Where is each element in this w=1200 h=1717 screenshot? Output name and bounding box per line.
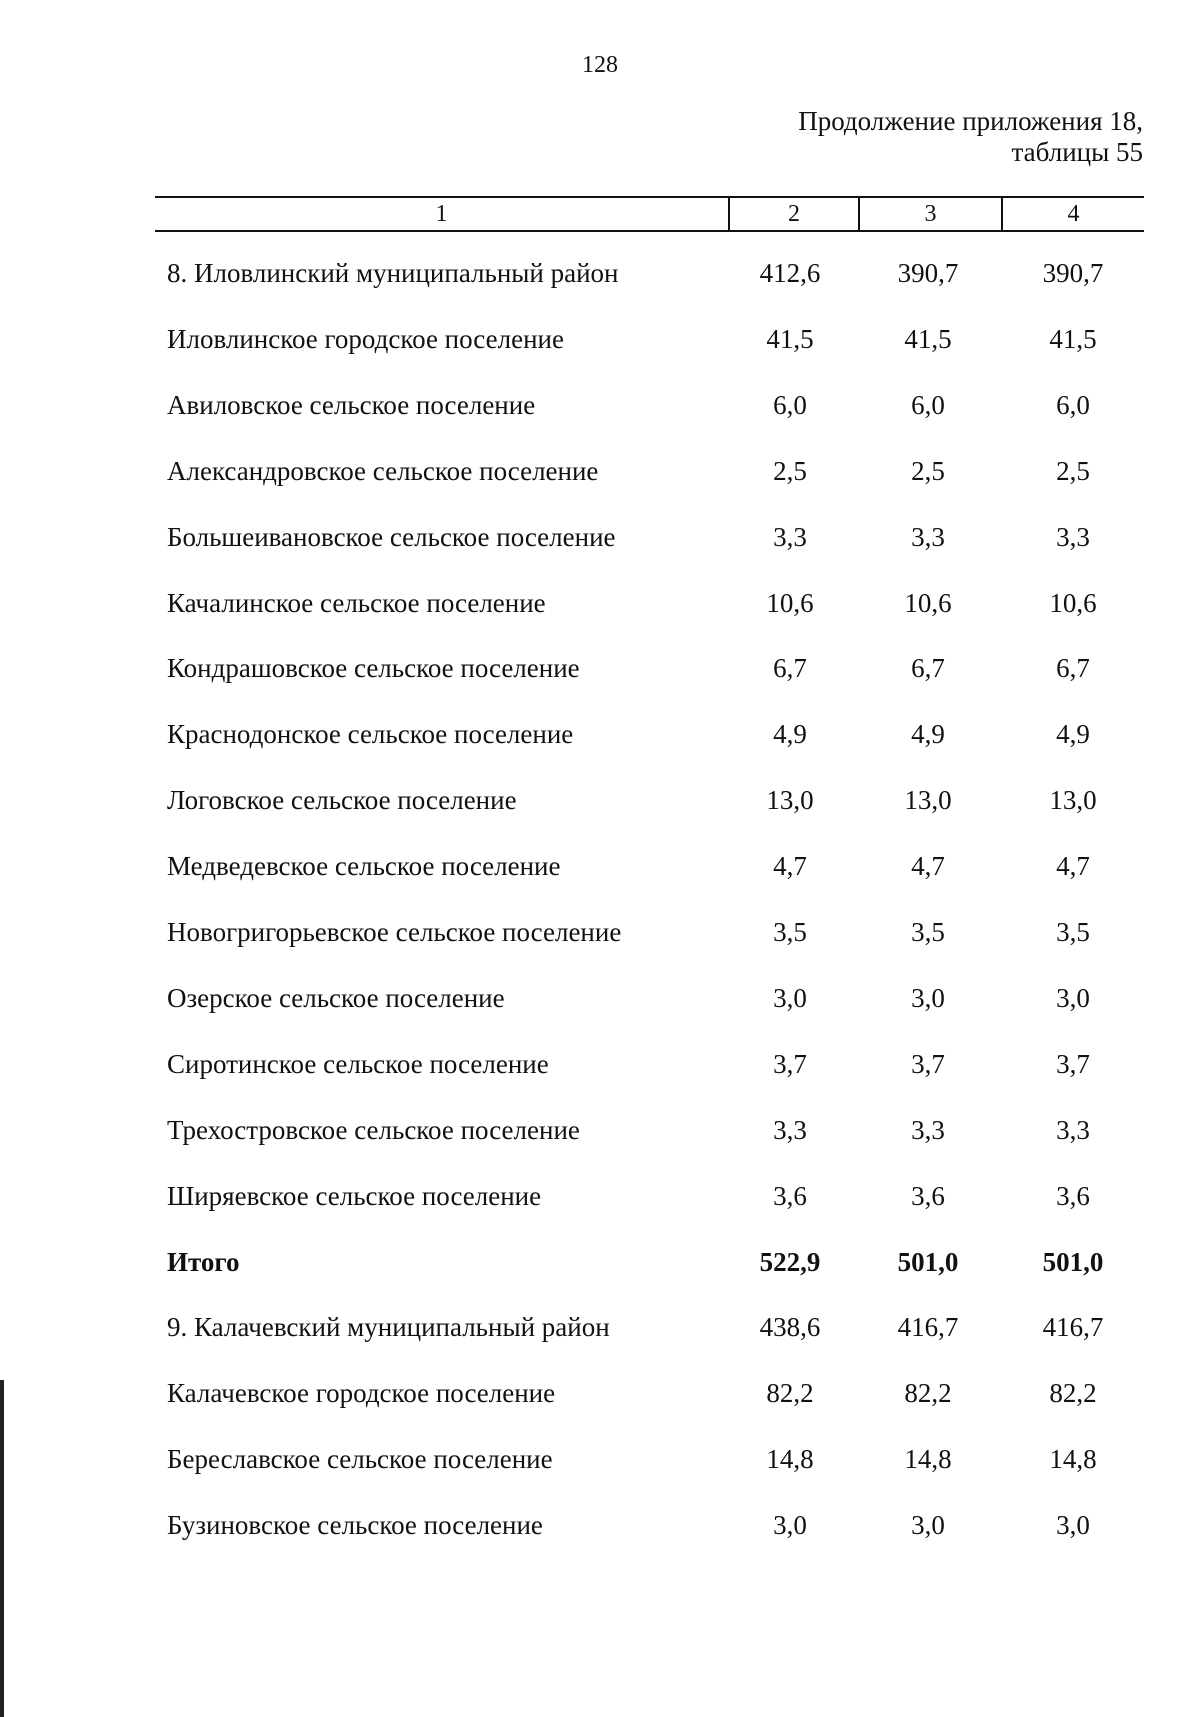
row-value-col2: 82,2 bbox=[766, 1378, 814, 1408]
row-value-col4: 3,3 bbox=[1056, 522, 1090, 552]
row-value-col4: 3,3 bbox=[1056, 1115, 1090, 1145]
column-header-4: 4 bbox=[1001, 198, 1144, 230]
row-value-col2: 3,7 bbox=[773, 1049, 807, 1079]
row-value-col4: 3,5 bbox=[1056, 917, 1090, 947]
row-value-col2: 4,7 bbox=[773, 851, 807, 881]
row-name: Ширяевское сельское поселение bbox=[167, 1181, 542, 1211]
row-name: Калачевское городское поселение bbox=[167, 1378, 556, 1408]
row-value-col2: 3,6 bbox=[773, 1181, 807, 1211]
row-value-col4: 3,6 bbox=[1056, 1181, 1090, 1211]
row-name: Бузиновское сельское поселение bbox=[167, 1510, 543, 1540]
row-name: 9. Калачевский муниципальный район bbox=[167, 1312, 610, 1342]
row-name: Озерское сельское поселение bbox=[167, 983, 505, 1013]
table-row bbox=[0, 522, 1200, 562]
row-value-col2: 3,5 bbox=[773, 917, 807, 947]
row-value-col3: 416,7 bbox=[897, 1312, 959, 1342]
total-row bbox=[0, 1247, 1200, 1287]
row-value-col2: 14,8 bbox=[766, 1444, 814, 1474]
row-value-col2: 10,6 bbox=[766, 588, 814, 618]
row-value-col4: 14,8 bbox=[1049, 1444, 1097, 1474]
table-row bbox=[0, 917, 1200, 957]
continuation-line-1: Продолжение приложения 18, bbox=[798, 106, 1143, 136]
row-value-col3: 501,0 bbox=[897, 1247, 959, 1277]
row-value-col4: 501,0 bbox=[1042, 1247, 1104, 1277]
row-value-col4: 416,7 bbox=[1042, 1312, 1104, 1342]
row-value-col4: 390,7 bbox=[1042, 258, 1104, 288]
row-value-col2: 6,0 bbox=[773, 390, 807, 420]
row-value-col2: 3,3 bbox=[773, 522, 807, 552]
row-value-col4: 10,6 bbox=[1049, 588, 1097, 618]
row-value-col2: 438,6 bbox=[759, 1312, 821, 1342]
row-value-col3: 390,7 bbox=[897, 258, 959, 288]
table-row bbox=[0, 1115, 1200, 1155]
row-value-col3: 4,9 bbox=[911, 719, 945, 749]
row-value-col3: 3,0 bbox=[911, 983, 945, 1013]
row-value-col2: 41,5 bbox=[766, 324, 814, 354]
table-row bbox=[0, 1510, 1200, 1550]
table-row bbox=[0, 653, 1200, 693]
table-row bbox=[0, 1181, 1200, 1221]
table-row bbox=[0, 851, 1200, 891]
page-number: 128 bbox=[582, 52, 618, 78]
column-header-1: 1 bbox=[435, 201, 448, 227]
row-value-col2: 522,9 bbox=[759, 1247, 821, 1277]
row-name: Александровское сельское поселение bbox=[167, 456, 599, 486]
table-row bbox=[0, 785, 1200, 825]
table-row bbox=[0, 390, 1200, 430]
row-value-col2: 3,0 bbox=[773, 1510, 807, 1540]
row-value-col3: 3,0 bbox=[911, 1510, 945, 1540]
row-value-col4: 13,0 bbox=[1049, 785, 1097, 815]
row-value-col2: 3,3 bbox=[773, 1115, 807, 1145]
row-name: Иловлинское городское поселение bbox=[167, 324, 564, 354]
row-value-col3: 3,7 bbox=[911, 1049, 945, 1079]
row-value-col4: 4,9 bbox=[1056, 719, 1090, 749]
table-row bbox=[0, 719, 1200, 759]
row-name: Медведевское сельское поселение bbox=[167, 851, 561, 881]
row-value-col2: 412,6 bbox=[759, 258, 821, 288]
row-value-col4: 3,0 bbox=[1056, 1510, 1090, 1540]
continuation-line-2: таблицы 55 bbox=[1011, 137, 1143, 167]
row-value-col4: 2,5 bbox=[1056, 456, 1090, 486]
row-value-col4: 3,0 bbox=[1056, 983, 1090, 1013]
table-row bbox=[0, 456, 1200, 496]
row-value-col4: 6,0 bbox=[1056, 390, 1090, 420]
row-value-col3: 2,5 bbox=[911, 456, 945, 486]
row-name: Кондрашовское сельское поселение bbox=[167, 653, 580, 683]
row-value-col2: 6,7 bbox=[773, 653, 807, 683]
row-value-col4: 41,5 bbox=[1049, 324, 1097, 354]
row-name: Логовское сельское поселение bbox=[167, 785, 517, 815]
table-row bbox=[0, 588, 1200, 628]
row-name: Итого bbox=[167, 1247, 240, 1277]
row-name: Трехостровское сельское поселение bbox=[167, 1115, 580, 1145]
row-value-col3: 13,0 bbox=[904, 785, 952, 815]
row-value-col3: 82,2 bbox=[904, 1378, 952, 1408]
row-value-col3: 10,6 bbox=[904, 588, 952, 618]
row-value-col4: 4,7 bbox=[1056, 851, 1090, 881]
row-name: Качалинское сельское поселение bbox=[167, 588, 546, 618]
table-row bbox=[0, 324, 1200, 364]
row-value-col3: 3,3 bbox=[911, 1115, 945, 1145]
row-value-col3: 14,8 bbox=[904, 1444, 952, 1474]
row-value-col3: 3,3 bbox=[911, 522, 945, 552]
table-row bbox=[0, 258, 1200, 298]
row-value-col3: 41,5 bbox=[904, 324, 952, 354]
table-row bbox=[0, 1312, 1200, 1352]
column-header-2: 2 bbox=[728, 198, 858, 230]
row-name: Новогригорьевское сельское поселение bbox=[167, 917, 622, 947]
row-value-col3: 6,0 bbox=[911, 390, 945, 420]
row-name: Авиловское сельское поселение bbox=[167, 390, 536, 420]
row-name: Береславское сельское поселение bbox=[167, 1444, 553, 1474]
row-value-col3: 3,6 bbox=[911, 1181, 945, 1211]
row-value-col2: 3,0 bbox=[773, 983, 807, 1013]
row-value-col4: 82,2 bbox=[1049, 1378, 1097, 1408]
table-row bbox=[0, 1049, 1200, 1089]
row-value-col3: 4,7 bbox=[911, 851, 945, 881]
row-name: Большеивановское сельское поселение bbox=[167, 522, 616, 552]
row-value-col4: 3,7 bbox=[1056, 1049, 1090, 1079]
row-value-col2: 13,0 bbox=[766, 785, 814, 815]
row-value-col3: 3,5 bbox=[911, 917, 945, 947]
table-row bbox=[0, 983, 1200, 1023]
row-name: Сиротинское сельское поселение bbox=[167, 1049, 549, 1079]
row-value-col2: 4,9 bbox=[773, 719, 807, 749]
row-value-col2: 2,5 bbox=[773, 456, 807, 486]
row-name: Краснодонское сельское поселение bbox=[167, 719, 574, 749]
table-row bbox=[0, 1444, 1200, 1484]
row-name: 8. Иловлинский муниципальный район bbox=[167, 258, 619, 288]
row-value-col3: 6,7 bbox=[911, 653, 945, 683]
row-value-col4: 6,7 bbox=[1056, 653, 1090, 683]
column-header-3: 3 bbox=[858, 198, 1001, 230]
table-row bbox=[0, 1378, 1200, 1418]
